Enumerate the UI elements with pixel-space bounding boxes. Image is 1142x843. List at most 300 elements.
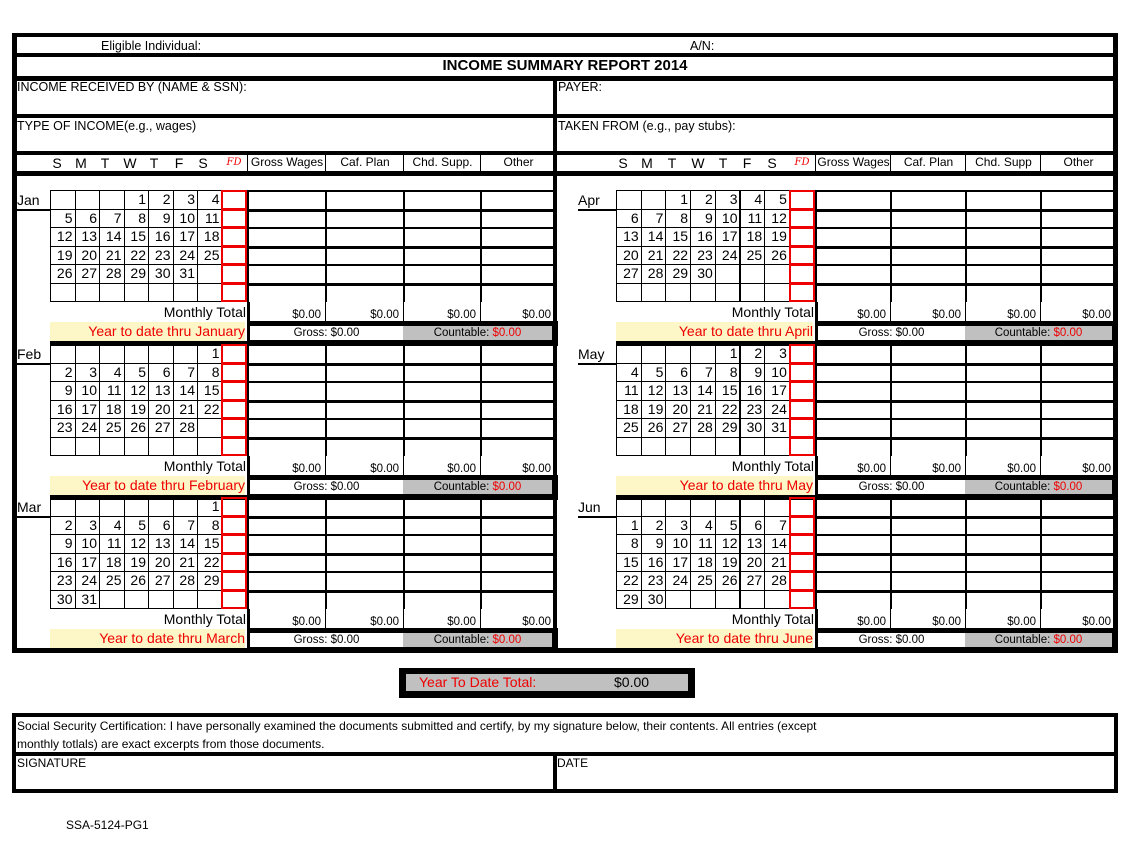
- calendar-day[interactable]: 26: [641, 418, 667, 438]
- calendar-day[interactable]: [148, 497, 174, 517]
- calendar-day[interactable]: [665, 283, 691, 303]
- calendar-day[interactable]: 22: [197, 400, 223, 420]
- income-entry-cell[interactable]: [890, 418, 965, 438]
- calendar-day[interactable]: 1: [665, 190, 691, 210]
- fd-checkbox[interactable]: [221, 209, 247, 229]
- calendar-day[interactable]: 29: [665, 264, 691, 284]
- calendar-day[interactable]: 17: [764, 381, 790, 401]
- calendar-day[interactable]: 7: [764, 516, 790, 536]
- calendar-day[interactable]: [690, 497, 716, 517]
- income-entry-cell[interactable]: [1040, 209, 1115, 229]
- calendar-day[interactable]: [197, 590, 223, 610]
- income-entry-cell[interactable]: [815, 437, 890, 457]
- income-entry-cell[interactable]: [403, 190, 480, 210]
- calendar-day[interactable]: [173, 437, 199, 457]
- income-entry-cell[interactable]: [815, 590, 890, 610]
- calendar-day[interactable]: 6: [616, 209, 642, 229]
- income-entry-cell[interactable]: [815, 497, 890, 517]
- calendar-day[interactable]: 28: [690, 418, 716, 438]
- calendar-day[interactable]: 27: [75, 264, 101, 284]
- calendar-day[interactable]: 7: [641, 209, 667, 229]
- income-entry-cell[interactable]: [965, 418, 1040, 438]
- calendar-day[interactable]: 2: [690, 190, 716, 210]
- income-entry-cell[interactable]: [480, 437, 555, 457]
- fd-checkbox[interactable]: [221, 227, 247, 247]
- calendar-day[interactable]: 4: [690, 516, 716, 536]
- calendar-day[interactable]: 8: [665, 209, 691, 229]
- calendar-day[interactable]: 22: [715, 400, 741, 420]
- calendar-day[interactable]: [764, 590, 790, 610]
- calendar-day[interactable]: 23: [50, 571, 76, 591]
- calendar-day[interactable]: [665, 497, 691, 517]
- calendar-day[interactable]: 22: [197, 553, 223, 573]
- calendar-day[interactable]: 30: [50, 590, 76, 610]
- income-entry-cell[interactable]: [1040, 534, 1115, 554]
- income-entry-cell[interactable]: [1040, 516, 1115, 536]
- income-entry-cell[interactable]: [815, 264, 890, 284]
- payer-field[interactable]: [557, 95, 1112, 114]
- calendar-day[interactable]: [665, 437, 691, 457]
- income-entry-cell[interactable]: [890, 400, 965, 420]
- calendar-day[interactable]: 5: [641, 363, 667, 383]
- calendar-day[interactable]: 8: [197, 516, 223, 536]
- fd-checkbox[interactable]: [789, 209, 815, 229]
- calendar-day[interactable]: 15: [715, 381, 741, 401]
- income-entry-cell[interactable]: [403, 553, 480, 573]
- income-entry-cell[interactable]: [480, 363, 555, 383]
- calendar-day[interactable]: 5: [764, 190, 790, 210]
- income-entry-cell[interactable]: [890, 363, 965, 383]
- income-entry-cell[interactable]: [890, 381, 965, 401]
- income-entry-cell[interactable]: [965, 246, 1040, 266]
- calendar-day[interactable]: [50, 283, 76, 303]
- income-entry-cell[interactable]: [890, 264, 965, 284]
- calendar-day[interactable]: 22: [124, 246, 150, 266]
- calendar-day[interactable]: 14: [99, 227, 125, 247]
- income-entry-cell[interactable]: [403, 497, 480, 517]
- calendar-day[interactable]: 12: [124, 381, 150, 401]
- calendar-day[interactable]: 21: [641, 246, 667, 266]
- calendar-day[interactable]: 8: [124, 209, 150, 229]
- calendar-day[interactable]: 5: [124, 363, 150, 383]
- calendar-day[interactable]: 12: [124, 534, 150, 554]
- calendar-day[interactable]: 18: [99, 553, 125, 573]
- calendar-day[interactable]: 14: [173, 534, 199, 554]
- fd-checkbox[interactable]: [221, 344, 247, 364]
- income-entry-cell[interactable]: [480, 264, 555, 284]
- calendar-day[interactable]: 7: [173, 363, 199, 383]
- calendar-day[interactable]: 10: [665, 534, 691, 554]
- income-entry-cell[interactable]: [247, 209, 325, 229]
- calendar-day[interactable]: 21: [764, 553, 790, 573]
- calendar-day[interactable]: 28: [173, 418, 199, 438]
- calendar-day[interactable]: [99, 497, 125, 517]
- calendar-day[interactable]: [641, 283, 667, 303]
- income-entry-cell[interactable]: [815, 516, 890, 536]
- calendar-day[interactable]: 18: [197, 227, 223, 247]
- calendar-day[interactable]: [173, 283, 199, 303]
- calendar-day[interactable]: [75, 283, 101, 303]
- income-entry-cell[interactable]: [325, 571, 403, 591]
- calendar-day[interactable]: 10: [764, 363, 790, 383]
- calendar-day[interactable]: 5: [124, 516, 150, 536]
- calendar-day[interactable]: 15: [124, 227, 150, 247]
- calendar-day[interactable]: 7: [99, 209, 125, 229]
- calendar-day[interactable]: 9: [50, 381, 76, 401]
- fd-checkbox[interactable]: [221, 534, 247, 554]
- income-entry-cell[interactable]: [480, 209, 555, 229]
- calendar-day[interactable]: 14: [173, 381, 199, 401]
- calendar-day[interactable]: [641, 437, 667, 457]
- fd-checkbox[interactable]: [789, 190, 815, 210]
- income-entry-cell[interactable]: [480, 571, 555, 591]
- calendar-day[interactable]: 1: [197, 344, 223, 364]
- calendar-day[interactable]: [641, 497, 667, 517]
- eligible-individual-field[interactable]: [210, 37, 550, 53]
- income-entry-cell[interactable]: [480, 381, 555, 401]
- income-entry-cell[interactable]: [1040, 190, 1115, 210]
- income-entry-cell[interactable]: [480, 246, 555, 266]
- income-entry-cell[interactable]: [815, 381, 890, 401]
- income-entry-cell[interactable]: [325, 209, 403, 229]
- calendar-day[interactable]: 16: [148, 227, 174, 247]
- calendar-day[interactable]: [173, 497, 199, 517]
- income-entry-cell[interactable]: [965, 344, 1040, 364]
- income-entry-cell[interactable]: [247, 190, 325, 210]
- fd-checkbox[interactable]: [221, 363, 247, 383]
- income-entry-cell[interactable]: [325, 516, 403, 536]
- fd-checkbox[interactable]: [221, 571, 247, 591]
- income-entry-cell[interactable]: [1040, 437, 1115, 457]
- calendar-day[interactable]: [75, 190, 101, 210]
- calendar-day[interactable]: 24: [75, 418, 101, 438]
- calendar-day[interactable]: 27: [148, 418, 174, 438]
- income-entry-cell[interactable]: [247, 571, 325, 591]
- calendar-day[interactable]: 22: [616, 571, 642, 591]
- calendar-day[interactable]: 13: [616, 227, 642, 247]
- calendar-day[interactable]: 13: [740, 534, 766, 554]
- income-entry-cell[interactable]: [325, 227, 403, 247]
- income-entry-cell[interactable]: [890, 516, 965, 536]
- calendar-day[interactable]: 25: [99, 571, 125, 591]
- date-field[interactable]: [558, 770, 1112, 789]
- income-entry-cell[interactable]: [815, 418, 890, 438]
- fd-checkbox[interactable]: [221, 381, 247, 401]
- fd-checkbox[interactable]: [789, 344, 815, 364]
- calendar-day[interactable]: 13: [75, 227, 101, 247]
- income-entry-cell[interactable]: [403, 534, 480, 554]
- calendar-day[interactable]: [715, 264, 741, 284]
- calendar-day[interactable]: 6: [148, 363, 174, 383]
- calendar-day[interactable]: 23: [148, 246, 174, 266]
- income-entry-cell[interactable]: [1040, 283, 1115, 303]
- income-entry-cell[interactable]: [403, 209, 480, 229]
- income-entry-cell[interactable]: [325, 418, 403, 438]
- calendar-day[interactable]: 1: [124, 190, 150, 210]
- income-entry-cell[interactable]: [1040, 497, 1115, 517]
- income-entry-cell[interactable]: [403, 227, 480, 247]
- calendar-day[interactable]: 13: [665, 381, 691, 401]
- calendar-day[interactable]: 17: [715, 227, 741, 247]
- calendar-day[interactable]: 6: [740, 516, 766, 536]
- calendar-day[interactable]: 24: [764, 400, 790, 420]
- calendar-day[interactable]: 12: [641, 381, 667, 401]
- income-entry-cell[interactable]: [890, 190, 965, 210]
- income-entry-cell[interactable]: [325, 534, 403, 554]
- calendar-day[interactable]: 16: [740, 381, 766, 401]
- income-entry-cell[interactable]: [1040, 381, 1115, 401]
- income-entry-cell[interactable]: [890, 344, 965, 364]
- fd-checkbox[interactable]: [789, 516, 815, 536]
- calendar-day[interactable]: 24: [665, 571, 691, 591]
- calendar-day[interactable]: 30: [641, 590, 667, 610]
- fd-checkbox[interactable]: [789, 400, 815, 420]
- fd-checkbox[interactable]: [789, 264, 815, 284]
- calendar-day[interactable]: 31: [75, 590, 101, 610]
- calendar-day[interactable]: 26: [124, 571, 150, 591]
- income-entry-cell[interactable]: [403, 344, 480, 364]
- calendar-day[interactable]: 25: [616, 418, 642, 438]
- calendar-day[interactable]: 29: [715, 418, 741, 438]
- calendar-day[interactable]: 4: [740, 190, 766, 210]
- income-entry-cell[interactable]: [247, 381, 325, 401]
- calendar-day[interactable]: 3: [173, 190, 199, 210]
- calendar-day[interactable]: 17: [665, 553, 691, 573]
- calendar-day[interactable]: 13: [148, 381, 174, 401]
- fd-checkbox[interactable]: [789, 283, 815, 303]
- calendar-day[interactable]: 4: [197, 190, 223, 210]
- calendar-day[interactable]: 9: [148, 209, 174, 229]
- income-entry-cell[interactable]: [890, 209, 965, 229]
- calendar-day[interactable]: [616, 190, 642, 210]
- calendar-day[interactable]: [690, 283, 716, 303]
- income-entry-cell[interactable]: [480, 400, 555, 420]
- calendar-day[interactable]: [764, 497, 790, 517]
- income-entry-cell[interactable]: [815, 344, 890, 364]
- calendar-day[interactable]: 21: [173, 400, 199, 420]
- calendar-day[interactable]: [197, 437, 223, 457]
- calendar-day[interactable]: [616, 283, 642, 303]
- calendar-day[interactable]: [75, 344, 101, 364]
- calendar-day[interactable]: 29: [197, 571, 223, 591]
- calendar-day[interactable]: 11: [690, 534, 716, 554]
- calendar-day[interactable]: [665, 344, 691, 364]
- calendar-day[interactable]: 27: [148, 571, 174, 591]
- calendar-day[interactable]: [148, 283, 174, 303]
- calendar-day[interactable]: 23: [690, 246, 716, 266]
- calendar-day[interactable]: 24: [75, 571, 101, 591]
- calendar-day[interactable]: 31: [173, 264, 199, 284]
- calendar-day[interactable]: 12: [715, 534, 741, 554]
- calendar-day[interactable]: 18: [740, 227, 766, 247]
- calendar-day[interactable]: 27: [740, 571, 766, 591]
- signature-field[interactable]: [17, 770, 551, 789]
- income-entry-cell[interactable]: [480, 534, 555, 554]
- income-entry-cell[interactable]: [247, 516, 325, 536]
- income-entry-cell[interactable]: [815, 400, 890, 420]
- income-entry-cell[interactable]: [247, 437, 325, 457]
- income-entry-cell[interactable]: [403, 516, 480, 536]
- calendar-day[interactable]: 6: [665, 363, 691, 383]
- calendar-day[interactable]: 2: [148, 190, 174, 210]
- income-entry-cell[interactable]: [1040, 344, 1115, 364]
- income-entry-cell[interactable]: [403, 400, 480, 420]
- income-entry-cell[interactable]: [890, 283, 965, 303]
- calendar-day[interactable]: 10: [173, 209, 199, 229]
- calendar-day[interactable]: [690, 344, 716, 364]
- calendar-day[interactable]: 19: [124, 400, 150, 420]
- fd-checkbox[interactable]: [221, 516, 247, 536]
- calendar-day[interactable]: [99, 437, 125, 457]
- calendar-day[interactable]: 5: [715, 516, 741, 536]
- fd-checkbox[interactable]: [789, 534, 815, 554]
- calendar-day[interactable]: 16: [641, 553, 667, 573]
- fd-checkbox[interactable]: [789, 246, 815, 266]
- calendar-day[interactable]: [616, 437, 642, 457]
- calendar-day[interactable]: 8: [616, 534, 642, 554]
- income-entry-cell[interactable]: [890, 571, 965, 591]
- calendar-day[interactable]: [764, 437, 790, 457]
- fd-checkbox[interactable]: [221, 418, 247, 438]
- income-received-by-field[interactable]: [17, 95, 552, 114]
- income-entry-cell[interactable]: [815, 363, 890, 383]
- income-entry-cell[interactable]: [480, 190, 555, 210]
- calendar-day[interactable]: [665, 590, 691, 610]
- calendar-day[interactable]: [50, 190, 76, 210]
- fd-checkbox[interactable]: [221, 400, 247, 420]
- calendar-day[interactable]: [99, 190, 125, 210]
- income-entry-cell[interactable]: [480, 283, 555, 303]
- income-entry-cell[interactable]: [403, 437, 480, 457]
- income-entry-cell[interactable]: [480, 344, 555, 364]
- calendar-day[interactable]: 8: [197, 363, 223, 383]
- calendar-day[interactable]: [740, 437, 766, 457]
- calendar-day[interactable]: 31: [764, 418, 790, 438]
- income-entry-cell[interactable]: [480, 418, 555, 438]
- calendar-day[interactable]: 27: [665, 418, 691, 438]
- calendar-day[interactable]: 26: [715, 571, 741, 591]
- calendar-day[interactable]: 17: [75, 553, 101, 573]
- calendar-day[interactable]: 30: [740, 418, 766, 438]
- income-entry-cell[interactable]: [965, 227, 1040, 247]
- calendar-day[interactable]: 27: [616, 264, 642, 284]
- calendar-day[interactable]: 11: [740, 209, 766, 229]
- income-entry-cell[interactable]: [965, 381, 1040, 401]
- income-entry-cell[interactable]: [403, 363, 480, 383]
- income-entry-cell[interactable]: [965, 209, 1040, 229]
- fd-checkbox[interactable]: [789, 381, 815, 401]
- calendar-day[interactable]: 20: [740, 553, 766, 573]
- calendar-day[interactable]: 15: [197, 534, 223, 554]
- calendar-day[interactable]: 15: [197, 381, 223, 401]
- calendar-day[interactable]: 9: [641, 534, 667, 554]
- calendar-day[interactable]: 19: [50, 246, 76, 266]
- fd-checkbox[interactable]: [221, 246, 247, 266]
- income-entry-cell[interactable]: [965, 190, 1040, 210]
- calendar-day[interactable]: 12: [764, 209, 790, 229]
- calendar-day[interactable]: 28: [99, 264, 125, 284]
- income-entry-cell[interactable]: [325, 381, 403, 401]
- calendar-day[interactable]: [173, 344, 199, 364]
- calendar-day[interactable]: 15: [616, 553, 642, 573]
- income-entry-cell[interactable]: [403, 283, 480, 303]
- calendar-day[interactable]: 24: [173, 246, 199, 266]
- calendar-day[interactable]: [197, 283, 223, 303]
- income-entry-cell[interactable]: [815, 246, 890, 266]
- income-entry-cell[interactable]: [325, 437, 403, 457]
- calendar-day[interactable]: 3: [75, 363, 101, 383]
- calendar-day[interactable]: 21: [690, 400, 716, 420]
- fd-checkbox[interactable]: [221, 283, 247, 303]
- income-entry-cell[interactable]: [403, 418, 480, 438]
- income-entry-cell[interactable]: [247, 227, 325, 247]
- income-entry-cell[interactable]: [403, 264, 480, 284]
- income-entry-cell[interactable]: [325, 246, 403, 266]
- calendar-day[interactable]: 25: [99, 418, 125, 438]
- fd-checkbox[interactable]: [789, 418, 815, 438]
- calendar-day[interactable]: 14: [764, 534, 790, 554]
- calendar-day[interactable]: 6: [148, 516, 174, 536]
- income-entry-cell[interactable]: [890, 534, 965, 554]
- fd-checkbox[interactable]: [789, 553, 815, 573]
- calendar-day[interactable]: 29: [124, 264, 150, 284]
- income-entry-cell[interactable]: [890, 497, 965, 517]
- income-entry-cell[interactable]: [325, 553, 403, 573]
- income-entry-cell[interactable]: [325, 190, 403, 210]
- calendar-day[interactable]: 26: [50, 264, 76, 284]
- fd-checkbox[interactable]: [789, 227, 815, 247]
- income-entry-cell[interactable]: [247, 246, 325, 266]
- calendar-day[interactable]: [99, 283, 125, 303]
- calendar-day[interactable]: 5: [50, 209, 76, 229]
- calendar-day[interactable]: 3: [75, 516, 101, 536]
- calendar-day[interactable]: 9: [50, 534, 76, 554]
- income-entry-cell[interactable]: [247, 283, 325, 303]
- income-entry-cell[interactable]: [1040, 571, 1115, 591]
- income-entry-cell[interactable]: [965, 534, 1040, 554]
- calendar-day[interactable]: [99, 344, 125, 364]
- calendar-day[interactable]: 8: [715, 363, 741, 383]
- income-entry-cell[interactable]: [325, 497, 403, 517]
- income-entry-cell[interactable]: [965, 571, 1040, 591]
- calendar-day[interactable]: [690, 590, 716, 610]
- calendar-day[interactable]: 16: [50, 400, 76, 420]
- calendar-day[interactable]: [197, 418, 223, 438]
- calendar-day[interactable]: 7: [690, 363, 716, 383]
- income-entry-cell[interactable]: [325, 363, 403, 383]
- income-entry-cell[interactable]: [815, 283, 890, 303]
- income-entry-cell[interactable]: [815, 227, 890, 247]
- calendar-day[interactable]: 1: [616, 516, 642, 536]
- income-entry-cell[interactable]: [890, 437, 965, 457]
- calendar-day[interactable]: 1: [715, 344, 741, 364]
- income-entry-cell[interactable]: [815, 534, 890, 554]
- income-entry-cell[interactable]: [1040, 553, 1115, 573]
- calendar-day[interactable]: 10: [75, 381, 101, 401]
- calendar-day[interactable]: [641, 344, 667, 364]
- income-entry-cell[interactable]: [890, 553, 965, 573]
- calendar-day[interactable]: 25: [197, 246, 223, 266]
- income-entry-cell[interactable]: [965, 437, 1040, 457]
- type-of-income-field[interactable]: [17, 134, 552, 151]
- calendar-day[interactable]: 16: [690, 227, 716, 247]
- calendar-day[interactable]: 7: [173, 516, 199, 536]
- income-entry-cell[interactable]: [403, 590, 480, 610]
- income-entry-cell[interactable]: [965, 400, 1040, 420]
- an-field[interactable]: [720, 37, 1110, 53]
- calendar-day[interactable]: 18: [690, 553, 716, 573]
- calendar-day[interactable]: 28: [641, 264, 667, 284]
